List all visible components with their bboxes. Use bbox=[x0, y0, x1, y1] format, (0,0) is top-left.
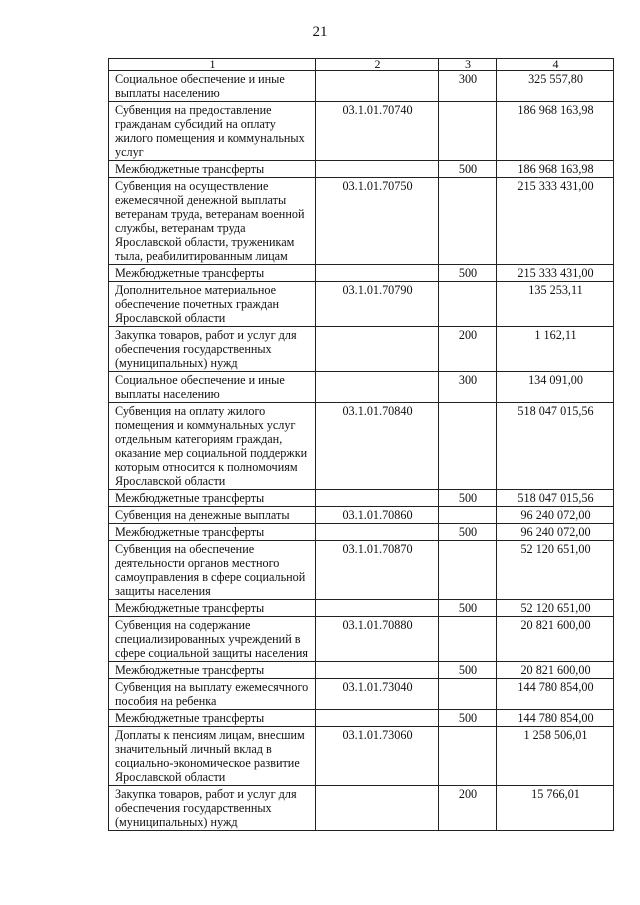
row-type-cell bbox=[439, 282, 497, 327]
row-type-cell bbox=[439, 403, 497, 490]
table-row bbox=[109, 178, 614, 265]
header-row bbox=[109, 59, 614, 71]
row-amount-cell: 186 968 163,98 bbox=[497, 102, 614, 161]
table-row bbox=[109, 507, 614, 524]
row-amount-cell: 518 047 015,56 bbox=[497, 403, 614, 490]
row-amount-cell: 186 968 163,98 bbox=[497, 161, 614, 178]
row-code-cell bbox=[316, 524, 439, 541]
table-row bbox=[109, 403, 614, 490]
row-name-cell: Межбюджетные трансферты bbox=[109, 524, 316, 541]
row-type-cell: 500 bbox=[439, 265, 497, 282]
row-type-cell: 500 bbox=[439, 662, 497, 679]
row-code-cell: 03.1.01.70880 bbox=[316, 617, 439, 662]
row-amount-cell: 20 821 600,00 bbox=[497, 617, 614, 662]
row-code-cell bbox=[316, 372, 439, 403]
row-code-cell bbox=[316, 490, 439, 507]
row-amount-cell: 96 240 072,00 bbox=[497, 524, 614, 541]
table-row bbox=[109, 600, 614, 617]
row-code-cell bbox=[316, 662, 439, 679]
table-row bbox=[109, 710, 614, 727]
row-type-cell: 500 bbox=[439, 600, 497, 617]
row-name-cell: Субвенция на оплату жилого помещения и коммунальных услуг отдельным категориям граждан, оказание мер социальной поддержки которым относится к полномочиям Ярославской области bbox=[109, 403, 316, 490]
row-name-cell: Дополнительное материальное обеспечение почетных граждан Ярославской области bbox=[109, 282, 316, 327]
row-name-cell: Закупка товаров, работ и услуг для обеспечения государственных (муниципальных) нужд bbox=[109, 327, 316, 372]
table-row bbox=[109, 524, 614, 541]
row-amount-cell: 1 162,11 bbox=[497, 327, 614, 372]
row-type-cell bbox=[439, 541, 497, 600]
row-type-cell: 300 bbox=[439, 372, 497, 403]
table-row bbox=[109, 727, 614, 786]
row-type-cell: 500 bbox=[439, 490, 497, 507]
row-name-cell: Межбюджетные трансферты bbox=[109, 490, 316, 507]
row-amount-cell: 52 120 651,00 bbox=[497, 600, 614, 617]
table-row bbox=[109, 541, 614, 600]
table-row bbox=[109, 786, 614, 831]
row-code-cell: 03.1.01.70740 bbox=[316, 102, 439, 161]
row-amount-cell: 144 780 854,00 bbox=[497, 710, 614, 727]
row-amount-cell: 1 258 506,01 bbox=[497, 727, 614, 786]
row-code-cell: 03.1.01.70750 bbox=[316, 178, 439, 265]
row-name-cell: Субвенция на денежные выплаты bbox=[109, 507, 316, 524]
row-amount-cell: 135 253,11 bbox=[497, 282, 614, 327]
row-name-cell: Субвенция на выплату ежемесячного пособия на ребенка bbox=[109, 679, 316, 710]
row-code-cell bbox=[316, 600, 439, 617]
row-code-cell bbox=[316, 161, 439, 178]
row-name-cell: Межбюджетные трансферты bbox=[109, 265, 316, 282]
row-amount-cell: 518 047 015,56 bbox=[497, 490, 614, 507]
row-amount-cell: 96 240 072,00 bbox=[497, 507, 614, 524]
row-amount-cell: 20 821 600,00 bbox=[497, 662, 614, 679]
row-code-cell bbox=[316, 71, 439, 102]
row-code-cell: 03.1.01.70870 bbox=[316, 541, 439, 600]
column-header-3: 3 bbox=[439, 59, 497, 71]
row-code-cell: 03.1.01.70790 bbox=[316, 282, 439, 327]
row-type-cell bbox=[439, 727, 497, 786]
row-type-cell: 500 bbox=[439, 161, 497, 178]
row-name-cell: Социальное обеспечение и иные выплаты населению bbox=[109, 71, 316, 102]
row-amount-cell: 52 120 651,00 bbox=[497, 541, 614, 600]
table-row bbox=[109, 161, 614, 178]
column-header-2: 2 bbox=[316, 59, 439, 71]
table-row bbox=[109, 282, 614, 327]
table-row bbox=[109, 617, 614, 662]
row-amount-cell: 144 780 854,00 bbox=[497, 679, 614, 710]
row-type-cell bbox=[439, 102, 497, 161]
table-row bbox=[109, 679, 614, 710]
row-name-cell: Межбюджетные трансферты bbox=[109, 710, 316, 727]
table-row bbox=[109, 265, 614, 282]
row-name-cell: Межбюджетные трансферты bbox=[109, 662, 316, 679]
row-type-cell: 500 bbox=[439, 710, 497, 727]
row-type-cell bbox=[439, 507, 497, 524]
row-amount-cell: 15 766,01 bbox=[497, 786, 614, 831]
row-amount-cell: 134 091,00 bbox=[497, 372, 614, 403]
column-header-4: 4 bbox=[497, 59, 614, 71]
row-type-cell bbox=[439, 617, 497, 662]
row-name-cell: Субвенция на обеспечение деятельности органов местного самоуправления в сфере социальной защиты населения bbox=[109, 541, 316, 600]
row-name-cell: Субвенция на предоставление гражданам субсидий на оплату жилого помещения и коммунальных услуг bbox=[109, 102, 316, 161]
row-code-cell: 03.1.01.73060 bbox=[316, 727, 439, 786]
table-row bbox=[109, 327, 614, 372]
row-type-cell: 300 bbox=[439, 71, 497, 102]
row-code-cell bbox=[316, 327, 439, 372]
row-code-cell bbox=[316, 710, 439, 727]
row-name-cell: Закупка товаров, работ и услуг для обеспечения государственных (муниципальных) нужд bbox=[109, 786, 316, 831]
row-type-cell: 500 bbox=[439, 524, 497, 541]
table-row bbox=[109, 490, 614, 507]
table-row bbox=[109, 71, 614, 102]
row-name-cell: Субвенция на осуществление ежемесячной денежной выплаты ветеранам труда, ветеранам военной службы, ветеранам труда Ярославской области, труженикам тыла, реабилитированным лицам bbox=[109, 178, 316, 265]
row-code-cell bbox=[316, 265, 439, 282]
row-type-cell: 200 bbox=[439, 786, 497, 831]
row-amount-cell: 325 557,80 bbox=[497, 71, 614, 102]
table-row bbox=[109, 662, 614, 679]
column-header-1: 1 bbox=[109, 59, 316, 71]
table-row bbox=[109, 102, 614, 161]
row-code-cell: 03.1.01.73040 bbox=[316, 679, 439, 710]
budget-table bbox=[108, 58, 614, 831]
row-type-cell: 200 bbox=[439, 327, 497, 372]
row-amount-cell: 215 333 431,00 bbox=[497, 265, 614, 282]
page-number: 21 bbox=[312, 24, 328, 40]
row-name-cell: Социальное обеспечение и иные выплаты населению bbox=[109, 372, 316, 403]
row-code-cell: 03.1.01.70840 bbox=[316, 403, 439, 490]
row-type-cell bbox=[439, 178, 497, 265]
row-name-cell: Доплаты к пенсиям лицам, внесшим значительный личный вклад в социально-экономическое развитие Ярославской области bbox=[109, 727, 316, 786]
row-code-cell: 03.1.01.70860 bbox=[316, 507, 439, 524]
row-code-cell bbox=[316, 786, 439, 831]
table-row bbox=[109, 372, 614, 403]
row-type-cell bbox=[439, 679, 497, 710]
row-name-cell: Субвенция на содержание специализированных учреждений в сфере социальной защиты населения bbox=[109, 617, 316, 662]
row-amount-cell: 215 333 431,00 bbox=[497, 178, 614, 265]
row-name-cell: Межбюджетные трансферты bbox=[109, 600, 316, 617]
row-name-cell: Межбюджетные трансферты bbox=[109, 161, 316, 178]
